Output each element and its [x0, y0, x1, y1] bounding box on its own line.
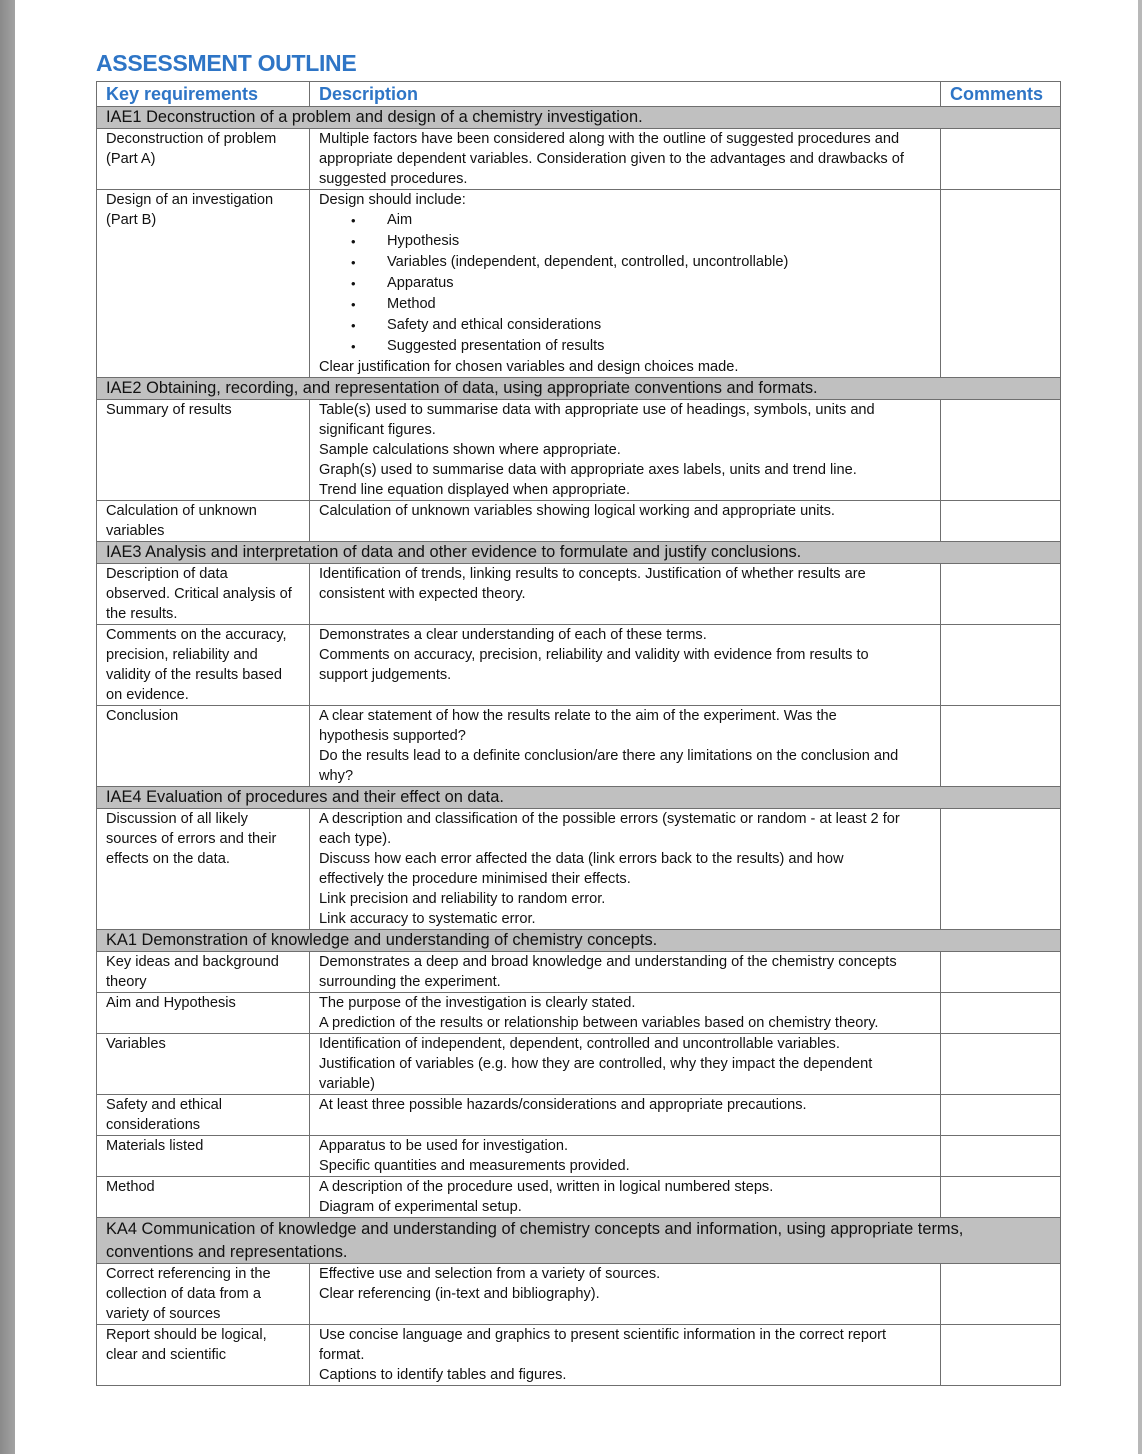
description-text: Comments on accuracy, precision, reliability and validity with evidence from results to — [319, 647, 869, 663]
requirement-text: variety of sources — [106, 1306, 221, 1322]
comment-cell[interactable] — [941, 501, 1061, 542]
description-text: Diagram of experimental setup. — [319, 1199, 522, 1215]
bullet-item: • Method — [319, 294, 931, 315]
description-cell — [310, 190, 941, 378]
description-cell — [310, 1325, 941, 1386]
section-row — [97, 378, 1061, 400]
description-cell — [310, 129, 941, 190]
description-cell — [310, 625, 941, 706]
requirement-text: Calculation of unknown — [106, 503, 257, 519]
description-text: The purpose of the investigation is clearly stated. — [319, 995, 636, 1011]
description-text: Captions to identify tables and figures. — [319, 1367, 567, 1383]
section-row — [97, 1218, 1061, 1264]
section-row — [97, 930, 1061, 952]
table-row — [97, 501, 1061, 542]
requirement-text: Summary of results — [106, 402, 232, 418]
requirement-text: precision, reliability and — [106, 647, 258, 663]
header-comments: Comments — [941, 82, 1061, 107]
table-row — [97, 1095, 1061, 1136]
description-text: format. — [319, 1347, 365, 1363]
table-row — [97, 1136, 1061, 1177]
comment-cell[interactable] — [941, 706, 1061, 787]
description-text: support judgements. — [319, 667, 452, 683]
description-text: Identification of trends, linking results to concepts. Justification of whether results are — [319, 566, 866, 582]
requirement-cell — [97, 809, 310, 930]
section-heading: IAE3 Analysis and interpretation of data and other evidence to formulate and justify conclusions. — [97, 542, 1061, 564]
section-row — [97, 787, 1061, 809]
requirement-cell — [97, 625, 310, 706]
description-outro: Clear justification for chosen variables and design choices made. — [319, 359, 739, 375]
requirement-cell — [97, 501, 310, 542]
bullet-item: • Variables (independent, dependent, controlled, uncontrollable) — [319, 252, 931, 273]
requirement-cell — [97, 1264, 310, 1325]
description-text: Demonstrates a deep and broad knowledge and understanding of the chemistry concepts — [319, 954, 897, 970]
requirement-cell — [97, 1177, 310, 1218]
requirement-text: variables — [106, 523, 165, 539]
bullet-item: • Suggested presentation of results — [319, 336, 931, 357]
description-text: At least three possible hazards/considerations and appropriate precautions. — [319, 1097, 807, 1113]
table-row — [97, 400, 1061, 501]
requirement-text: theory — [106, 974, 147, 990]
description-intro: Design should include: — [319, 192, 466, 208]
requirement-cell — [97, 564, 310, 625]
comment-cell[interactable] — [941, 1177, 1061, 1218]
section-heading: IAE4 Evaluation of procedures and their effect on data. — [97, 787, 1061, 809]
requirement-text: collection of data from a — [106, 1286, 261, 1302]
description-text: hypothesis supported? — [319, 728, 466, 744]
table-row — [97, 1034, 1061, 1095]
description-cell — [310, 564, 941, 625]
requirement-text: Key ideas and background — [106, 954, 279, 970]
description-text: Link accuracy to systematic error. — [319, 911, 536, 927]
requirement-text: (Part A) — [106, 151, 156, 167]
requirement-cell — [97, 190, 310, 378]
requirement-text: validity of the results based — [106, 667, 283, 683]
comment-cell[interactable] — [941, 809, 1061, 930]
table-row — [97, 625, 1061, 706]
table-body — [97, 107, 1061, 1386]
requirement-text: clear and scientific — [106, 1347, 227, 1363]
description-cell — [310, 809, 941, 930]
description-text: Link precision and reliability to random error. — [319, 891, 606, 907]
description-text: Justification of variables (e.g. how they are controlled, why they impact the dependent — [319, 1056, 873, 1072]
description-text: Discuss how each error affected the data (link errors back to the results) and how — [319, 851, 844, 867]
requirement-cell — [97, 1325, 310, 1386]
description-text: Multiple factors have been considered along with the outline of suggested procedures and — [319, 131, 900, 147]
requirement-cell — [97, 952, 310, 993]
requirement-text: Materials listed — [106, 1138, 204, 1154]
description-text: Clear referencing (in-text and bibliography). — [319, 1286, 600, 1302]
design-checklist — [319, 210, 931, 357]
description-text: A clear statement of how the results relate to the aim of the experiment. Was the — [319, 708, 837, 724]
bullet-item: • Safety and ethical considerations — [319, 315, 931, 336]
section-heading: KA4 Communication of knowledge and understanding of chemistry concepts and information, using appropriate terms, conventions and representations. — [97, 1218, 1061, 1264]
comment-cell[interactable] — [941, 400, 1061, 501]
table-row — [97, 993, 1061, 1034]
description-text: Specific quantities and measurements provided. — [319, 1158, 630, 1174]
requirement-text: Report should be logical, — [106, 1327, 267, 1343]
requirement-text: Variables — [106, 1036, 166, 1052]
comment-cell[interactable] — [941, 190, 1061, 378]
requirement-text: Method — [106, 1179, 155, 1195]
table-row — [97, 1177, 1061, 1218]
header-description: Description — [310, 82, 941, 107]
section-heading: IAE1 Deconstruction of a problem and design of a chemistry investigation. — [97, 107, 1061, 129]
table-row — [97, 706, 1061, 787]
section-heading: KA1 Demonstration of knowledge and understanding of chemistry concepts. — [97, 930, 1061, 952]
description-text: A description of the procedure used, written in logical numbered steps. — [319, 1179, 774, 1195]
description-text: Use concise language and graphics to present scientific information in the correct report — [319, 1327, 887, 1343]
description-text: Identification of independent, dependent, controlled and uncontrollable variables. — [319, 1036, 840, 1052]
section-heading: IAE2 Obtaining, recording, and representation of data, using appropriate conventions and formats. — [97, 378, 1061, 400]
requirement-text: Description of data — [106, 566, 228, 582]
assessment-outline-table — [96, 81, 1061, 1386]
description-text: Graph(s) used to summarise data with appropriate axes labels, units and trend line. — [319, 462, 857, 478]
description-text: significant figures. — [319, 422, 436, 438]
description-text: Trend line equation displayed when appropriate. — [319, 482, 631, 498]
description-text: Table(s) used to summarise data with appropriate use of headings, symbols, units and — [319, 402, 875, 418]
requirement-text: Design of an investigation — [106, 192, 274, 208]
requirement-text: considerations — [106, 1117, 201, 1133]
comment-cell[interactable] — [941, 1095, 1061, 1136]
requirement-cell — [97, 1136, 310, 1177]
requirement-text: effects on the data. — [106, 851, 230, 867]
description-text: Do the results lead to a definite conclusion/are there any limitations on the conclusion and — [319, 748, 899, 764]
description-text: Calculation of unknown variables showing logical working and appropriate units. — [319, 503, 835, 519]
description-text: Demonstrates a clear understanding of each of these terms. — [319, 627, 707, 643]
requirement-text: Correct referencing in the — [106, 1266, 271, 1282]
comment-cell[interactable] — [941, 564, 1061, 625]
requirement-cell — [97, 400, 310, 501]
section-row — [97, 107, 1061, 129]
description-text: variable) — [319, 1076, 375, 1092]
description-cell — [310, 1095, 941, 1136]
comment-cell[interactable] — [941, 1325, 1061, 1386]
description-text: Effective use and selection from a variety of sources. — [319, 1266, 661, 1282]
description-text: effectively the procedure minimised their effects. — [319, 871, 631, 887]
requirement-cell — [97, 1034, 310, 1095]
comment-cell[interactable] — [941, 1264, 1061, 1325]
bullet-item: • Hypothesis — [319, 231, 931, 252]
page-title: ASSESSMENT OUTLINE — [96, 50, 357, 76]
comment-cell[interactable] — [941, 129, 1061, 190]
requirement-text: Comments on the accuracy, — [106, 627, 287, 643]
description-cell — [310, 706, 941, 787]
description-cell — [310, 1034, 941, 1095]
requirement-text: (Part B) — [106, 212, 157, 228]
requirement-cell — [97, 129, 310, 190]
description-cell — [310, 993, 941, 1034]
description-cell — [310, 952, 941, 993]
description-text: appropriate dependent variables. Consideration given to the advantages and drawbacks of — [319, 151, 904, 167]
description-cell — [310, 400, 941, 501]
description-text: A description and classification of the possible errors (systematic or random - at least 2 for — [319, 811, 900, 827]
description-text: each type). — [319, 831, 392, 847]
table-row — [97, 1325, 1061, 1386]
comment-cell[interactable] — [941, 625, 1061, 706]
description-text: Sample calculations shown where appropriate. — [319, 442, 621, 458]
header-key-requirements: Key requirements — [97, 82, 310, 107]
table-row — [97, 190, 1061, 378]
description-cell — [310, 1177, 941, 1218]
requirement-text: sources of errors and their — [106, 831, 277, 847]
requirement-text: Conclusion — [106, 708, 179, 724]
table-row — [97, 1264, 1061, 1325]
requirement-cell — [97, 993, 310, 1034]
table-row — [97, 564, 1061, 625]
requirement-text: observed. Critical analysis of — [106, 586, 292, 602]
bullet-item: • Aim — [319, 210, 931, 231]
comment-cell[interactable] — [941, 1034, 1061, 1095]
table-row — [97, 809, 1061, 930]
description-text: A prediction of the results or relationship between variables based on chemistry theory. — [319, 1015, 879, 1031]
description-cell — [310, 1136, 941, 1177]
requirement-text: Aim and Hypothesis — [106, 995, 236, 1011]
table-row — [97, 129, 1061, 190]
bullet-item: • Apparatus — [319, 273, 931, 294]
requirement-text: the results. — [106, 606, 178, 622]
window-left-gutter — [0, 0, 15, 1454]
table-row — [97, 952, 1061, 993]
description-text: consistent with expected theory. — [319, 586, 526, 602]
comment-cell[interactable] — [941, 1136, 1061, 1177]
window-right-edge — [1138, 0, 1142, 1454]
description-cell — [310, 1264, 941, 1325]
description-text: why? — [319, 768, 354, 784]
description-cell — [310, 501, 941, 542]
requirement-cell — [97, 706, 310, 787]
requirement-text: Discussion of all likely — [106, 811, 248, 827]
requirement-text: Deconstruction of problem — [106, 131, 277, 147]
description-text: suggested procedures. — [319, 171, 468, 187]
requirement-text: on evidence. — [106, 687, 189, 703]
comment-cell[interactable] — [941, 993, 1061, 1034]
section-row — [97, 542, 1061, 564]
comment-cell[interactable] — [941, 952, 1061, 993]
requirement-cell — [97, 1095, 310, 1136]
table-header-row — [97, 82, 1061, 107]
description-text: Apparatus to be used for investigation. — [319, 1138, 569, 1154]
description-text: surrounding the experiment. — [319, 974, 501, 990]
requirement-text: Safety and ethical — [106, 1097, 223, 1113]
